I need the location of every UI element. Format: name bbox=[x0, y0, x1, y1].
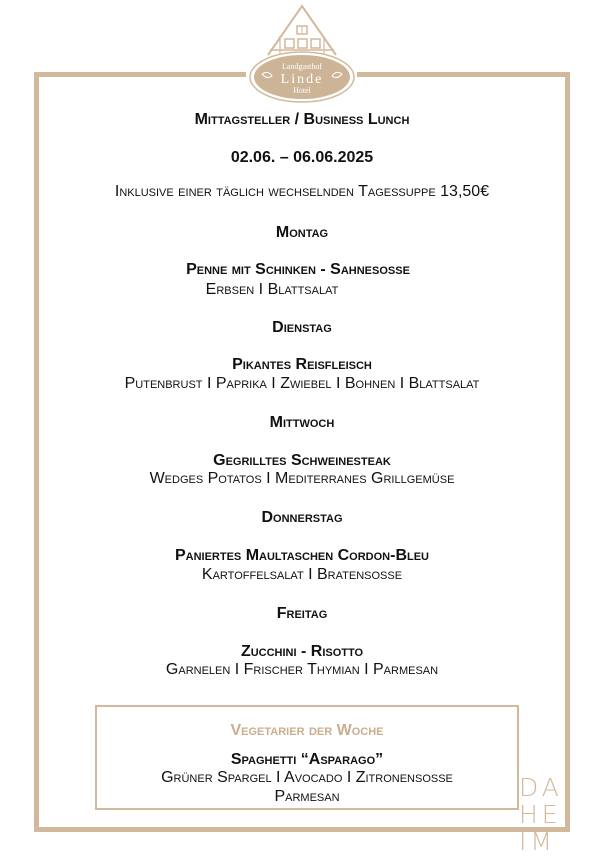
day-heading-wednesday: Mittwoch bbox=[269, 414, 335, 431]
menu-title: Mittagsteller / Business Lunch bbox=[194, 111, 410, 128]
vegetarian-title: Vegetarier der Woche bbox=[230, 722, 384, 739]
vegetarian-dish: Spaghetti “Asparago” bbox=[230, 751, 384, 768]
vegetarian-box bbox=[95, 705, 519, 810]
hotel-logo bbox=[248, 0, 356, 104]
svg-text:Hotel: Hotel bbox=[293, 86, 311, 95]
sides-wednesday: Wedges Potatos I Mediterranes Grillgemüse bbox=[149, 470, 455, 487]
vegetarian-sides-2: Parmesan bbox=[274, 788, 340, 805]
soup-note: Inklusive einer täglich wechselnden Tagessuppe 13,50€ bbox=[114, 183, 490, 200]
frame-top-left bbox=[34, 72, 246, 77]
dish-friday: Zucchini - Risotto bbox=[240, 643, 364, 660]
dish-tuesday: Pikantes Reisfleisch bbox=[232, 356, 372, 373]
dish-monday: Penne mit Schinken - Sahnesoße bbox=[186, 261, 410, 278]
dish-wednesday: Gegrilltes Schweinesteak bbox=[213, 452, 391, 469]
house-logo-icon bbox=[248, 0, 356, 104]
dish-thursday: Paniertes Maultaschen Cordon-Bleu bbox=[174, 547, 430, 564]
day-heading-thursday: Donnerstag bbox=[261, 509, 343, 526]
brand-mark-line-3: IM bbox=[519, 827, 556, 856]
svg-text:Landgasthof: Landgasthof bbox=[282, 62, 322, 71]
frame-bottom bbox=[34, 827, 570, 832]
day-heading-monday: Montag bbox=[275, 224, 329, 241]
frame-top-right bbox=[357, 72, 570, 77]
sides-friday: Garnelen I Frischer Thymian I Parmesan bbox=[165, 661, 439, 678]
brand-mark-line-2: HE bbox=[519, 800, 562, 829]
sides-monday: Erbsen I Blattsalat bbox=[205, 281, 339, 298]
sides-thursday: Kartoffelsalat I Bratensoße bbox=[201, 566, 403, 583]
sides-tuesday: Putenbrust I Paprika I Zwiebel I Bohnen I Blattsalat bbox=[124, 375, 480, 392]
frame-right bbox=[565, 72, 570, 832]
day-heading-tuesday: Dienstag bbox=[272, 319, 332, 336]
date-range: 02.06. – 06.06.2025 bbox=[230, 149, 374, 166]
brand-mark-line-1: DA bbox=[519, 773, 563, 802]
day-heading-friday: Freitag bbox=[276, 605, 328, 622]
svg-text:Linde: Linde bbox=[280, 72, 324, 87]
daheim-brand-mark bbox=[519, 774, 563, 855]
vegetarian-sides: Grüner Spargel I Avocado I Zitronensoße bbox=[161, 769, 453, 786]
